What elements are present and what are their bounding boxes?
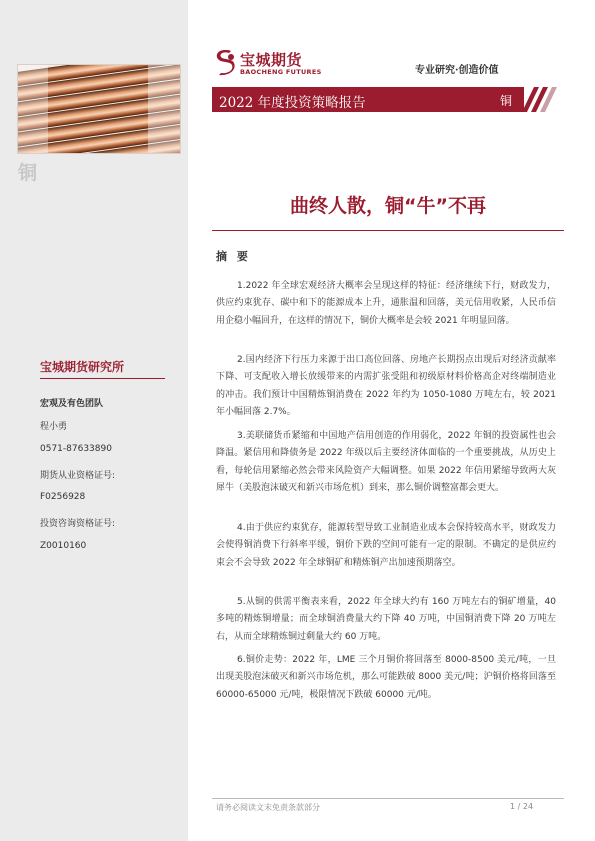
paragraph-text: 6.铜价走势：2022 年，LME 三个月铜价将回落至 8000-8500 美元/吨，一旦出现美股泡沫破灭和新兴市场危机，那么可能跌破 8000 美元/吨；沪铜价格将回落至 60000-65000 元/吨，极限情况下跌破 60000 元/吨。 <box>216 655 556 700</box>
paragraph-text: 5.从铜的供需平衡表来看，2022 年全球大约有 160 万吨左右的铜矿增量，40 多吨的精炼铜增量；而全球铜消费量大约下降 40 万吨，中国铜消费下降 20 万吨左右，从而全球精炼铜过剩量大约 60 万吨。 <box>216 597 556 642</box>
company-logo <box>212 48 324 78</box>
team-name: 宏观及有色团队 <box>40 399 104 409</box>
report-metal: 铜 <box>500 94 513 108</box>
sidebar-divider <box>40 378 165 379</box>
analyst-phone: 0571-87633890 <box>40 444 112 454</box>
banner-stripes-decoration <box>522 87 564 112</box>
headline-divider <box>212 230 564 231</box>
logo-name-cn: 宝城期货 <box>240 51 303 69</box>
copper-pipes-illustration <box>18 65 180 153</box>
sidebar <box>0 0 188 841</box>
analyst-name: 程小勇 <box>40 422 68 432</box>
abstract-paragraph-6 <box>216 652 556 704</box>
consult-license-label: 投资咨询资格证号: <box>40 519 116 529</box>
report-title-banner <box>212 87 524 112</box>
paragraph-text: 3.美联储货币紧缩和中国地产信用创造的作用弱化，2022 年铜的投资属性也会降温。紧信用和降债务是 2022 年级以后主要经济体面临的一个重要挑战，从历史上看，每轮信用紧缩必然会带来风险资产大幅调整。如果 2022 年信用紧缩导致两大灰犀牛（美股泡沫破灭和新兴市场危机）到来，那么铜价调整富都会更大。 <box>216 431 556 493</box>
paragraph-text: 1.2022 年全球宏观经济大概率会呈现这样的特征：经济继续下行，财政发力，供应约束犹存、碳中和下的能源成本上升，通胀温和回落，美元信用收紧，人民币信用企稳小幅回升，在这样的情况下，铜价大概率是会较 2021 年明显回落。 <box>216 281 556 326</box>
copper-pipes-image <box>17 64 181 154</box>
sidebar-metal-label: 铜 <box>18 162 39 184</box>
logo-mark-icon <box>212 48 238 76</box>
report-title: 2022 年度投资策略报告 <box>219 95 366 111</box>
research-institute-name: 宝城期货研究所 <box>40 360 125 374</box>
abstract-paragraph-5 <box>216 594 556 646</box>
abstract-heading: 摘 要 <box>216 250 251 263</box>
paragraph-text: 4.由于供应约束犹存，能源转型导致工业制造业成本会保持较高水平，财政发力会使得铜消费下行斜率平缓，铜价下跌的空间可能有一定的限制。不确定的是供应约束会不会导致 2022 年全球铜矿和精炼铜产出加速预期落空。 <box>216 523 556 568</box>
license-label: 期货从业资格证号: <box>40 471 116 481</box>
footer-divider <box>212 798 564 799</box>
abstract-paragraph-1 <box>216 278 556 330</box>
abstract-paragraph-2 <box>216 352 556 421</box>
slogan: 专业研究·创造价值 <box>415 65 499 76</box>
abstract-paragraph-4 <box>216 520 556 572</box>
abstract-paragraph-3 <box>216 428 556 497</box>
license-number: F0256928 <box>40 492 86 502</box>
paragraph-text: 2.国内经济下行压力来源于出口高位回落、房地产长期拐点出现后对经济贡献率下降、可支配收入增长放缓带来的内需扩张受阻和初级原材料价格高企对终端制造业的冲击。我们预计中国精炼铜消费在 2022 年约为 1050-1080 万吨左右，较 2021 年小幅回落 2.7%。 <box>216 355 556 417</box>
consult-license-number: Z0010160 <box>40 541 87 551</box>
logo-name-en: BAOCHENG FUTURES <box>240 68 322 76</box>
page-number: 1 / 24 <box>510 802 534 811</box>
disclaimer-note: 请务必阅读文末免责条款部分 <box>216 803 320 812</box>
report-headline: 曲终人散，铜“牛”不再 <box>290 195 486 217</box>
